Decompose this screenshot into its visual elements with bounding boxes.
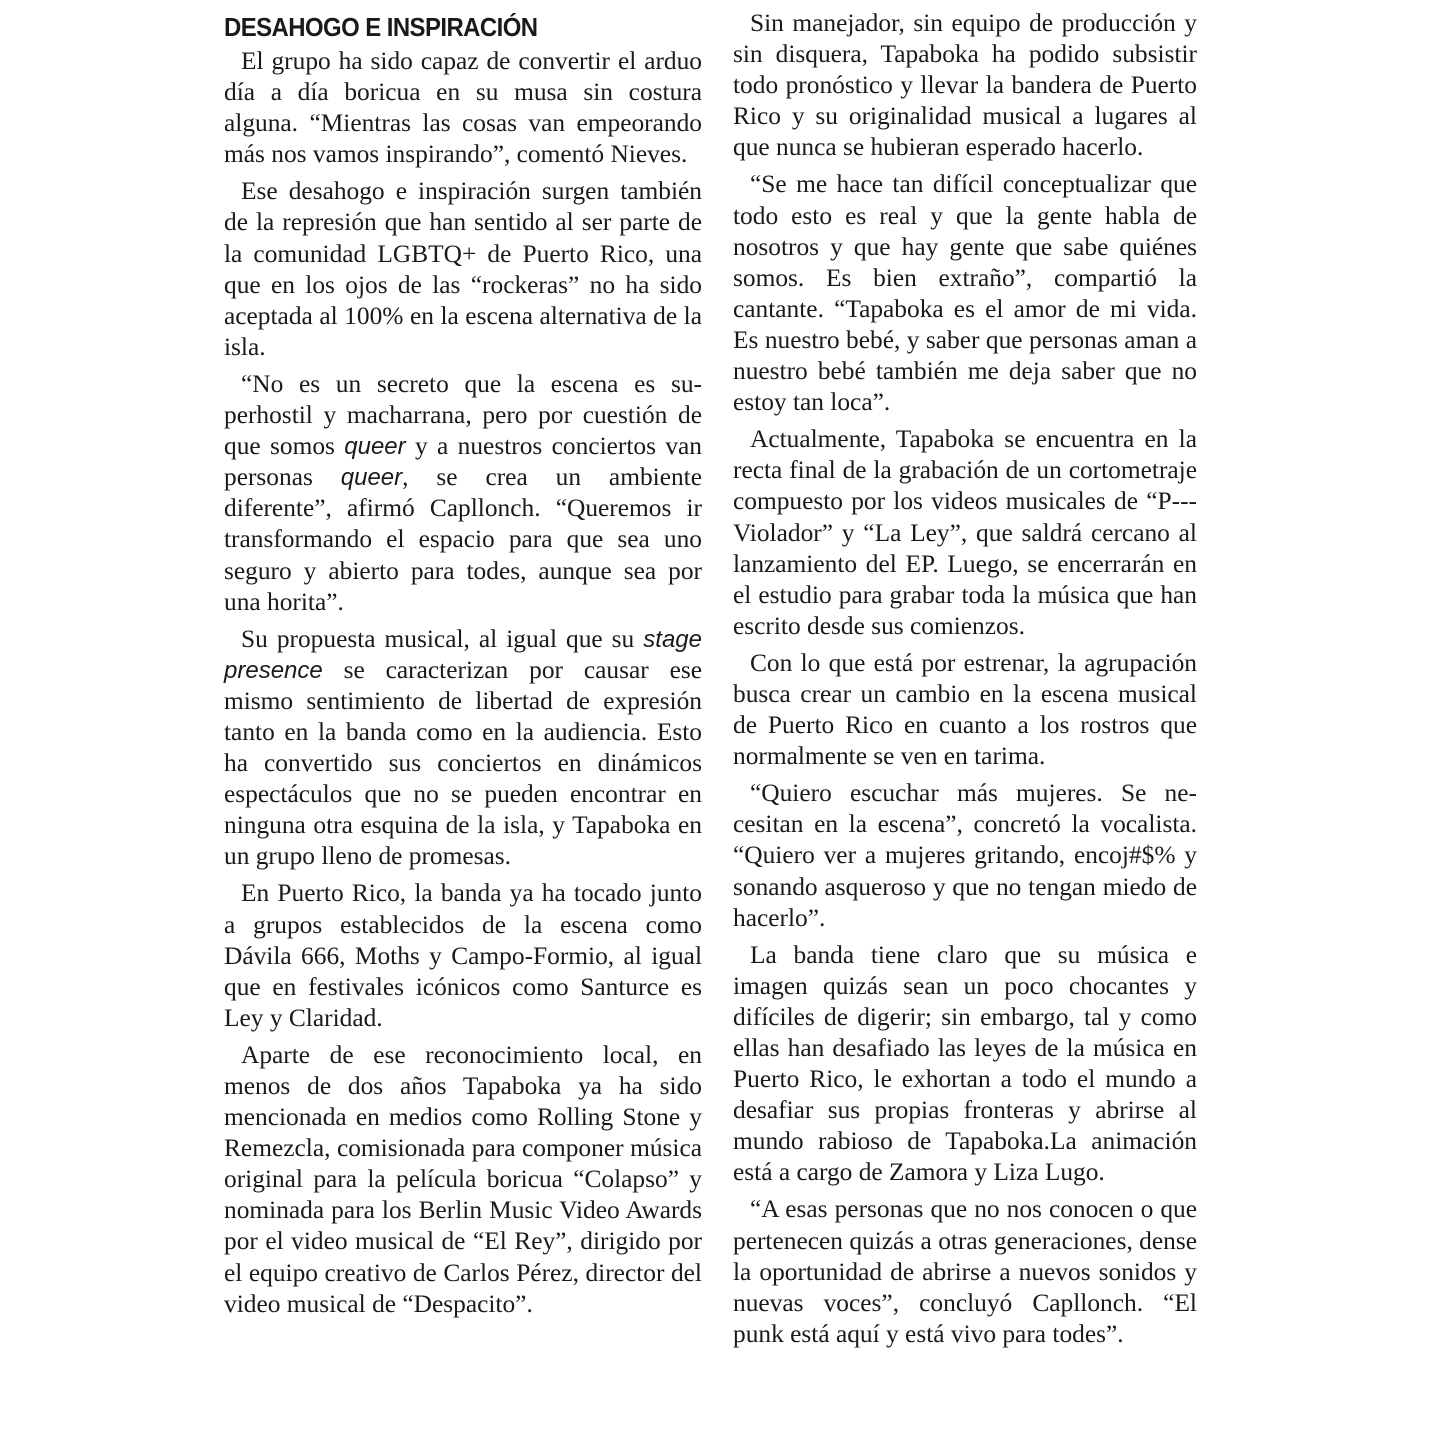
text-run: Con lo que está por estrenar, la agrupación busca crear un cambio en la escena musical de Puerto Rico en cuanto a los rostros que normalmente se ven en tarima. [733,648,1197,771]
right-paragraphs [733,8,1197,1350]
paragraph-p13 [733,1194,1197,1349]
paragraph-p3 [224,369,702,618]
text-run: La banda tiene claro que su música e imagen quizás sean un poco chocantes y difíciles de digerir; sin embargo, tal y como ellas han desafiado las leyes de la música en Puerto Rico, le exhortan a todo el mundo a desafiar sus propias fronteras y abrirse al mundo rabioso de Tapaboka.La animación está a cargo de Zamora y Liza Lugo. [733,940,1197,1187]
text-run: “No es un secreto que la escena es superhostil y macharrana, pero por cuestión de que somos [224,369,702,461]
article-column-right [733,8,1197,1356]
paragraph-p6 [224,1040,702,1320]
text-run: El grupo ha sido capaz de convertir el arduo día a día boricua en su musa sin costura alguna. “Mientras las cosas van empeorando más nos vamos inspirando”, comentó Nieves. [224,47,702,169]
article-column-left [224,8,702,1326]
italic-term: queer [340,464,403,492]
text-run: se caracterizan por causar ese mismo sentimiento de libertad de expresión tanto en la banda como en la audiencia. Esto ha convertido sus conciertos en dinámicos espectáculos que no se pueden encontrar en ninguna otra esquina de la isla, y Tapaboka en un grupo lleno de promesas. [224,655,702,871]
text-run: “Se me hace tan difícil conceptualizar que todo esto es real y que la gente habla de nosotros y que hay gente que sabe quiénes somos. Es bien extraño”, compartió la cantante. “Tapaboka es el amor de mi vida. Es nuestro bebé, y saber que personas aman a nuestro bebé también me deja saber que no estoy tan loca”. [733,170,1197,417]
paragraph-p1 [224,46,702,170]
left-paragraphs [224,46,702,1320]
paragraph-p8 [733,169,1197,418]
paragraph-p9 [733,424,1197,642]
text-run: “Quiero escuchar más mujeres. Se necesitan en la escena”, concretó la vocalista. “Quiero ver a mujeres gritando, encoj#$% y sonando asqueroso y que no tengan miedo de hacerlo”. [733,779,1197,932]
italic-term: stage presence [224,625,702,684]
text-run: Ese desahogo e inspiración surgen también de la represión que han sentido al ser parte de la comunidad LGBTQ+ de Puerto Rico, una que en los ojos de las “rockeras” no ha sido aceptada al 100% en la escena alternativa de la isla. [224,177,702,361]
text-run: En Puerto Rico, la banda ya ha tocado junto a grupos establecidos de la escena como Dávila 666, Moths y Campo-Formio, al igual que en festivales icónicos como Santurce es Ley y Claridad. [224,879,702,1032]
paragraph-p7 [733,8,1197,163]
text-run: y a nuestros conciertos van personas [224,432,702,492]
text-run: Su propuesta musical, al igual que su [241,624,644,653]
paragraph-p10 [733,648,1197,772]
paragraph-p4 [224,624,702,873]
text-run: Actualmente, Tapaboka se encuentra en la recta final de la grabación de un cortometraje compuesto por los videos musicales de “P--- Violador” y “La Ley”, que saldrá cercano al lanzamiento del EP. Luego, se encerrarán en el estudio para grabar toda la música que han escrito desde sus comienzos. [733,425,1197,640]
text-run: Sin manejador, sin equipo de producción y sin disquera, Tapaboka ha podido subsistir todo pronóstico y llevar la bandera de Puerto Rico y su originalidad musical a lugares al que nunca se hubieran esperado hacerlo. [733,9,1197,162]
text-run: , se crea un ambiente diferente”, afirmó Capllonch. “Queremos ir transformando el espacio para que sea uno seguro y abierto para todes, aunque sea por una horita”. [224,463,702,616]
paragraph-p11 [733,778,1197,933]
paragraph-p2 [224,176,702,363]
paragraph-p5 [224,878,702,1033]
text-run: Aparte de ese reconocimiento local, en menos de dos años Tapaboka ya ha sido mencionada en medios como Rolling Stone y Remezcla, comisionada para componer música original para la película boricua “Colapso” y nominada para los Berlin Music Video Awards por el video musical de “El Rey”, dirigido por el equipo creativo de Carlos Pérez, director del video musical de “Despacito”. [224,1040,702,1318]
italic-term: queer [344,433,406,461]
text-run: “A esas personas que no nos conocen o que pertenecen quizás a otras generaciones, dense la oportunidad de abrirse a nuevos sonidos y nuevas voces”, concluyó Capllonch. “El punk está aquí y está vivo para todes”. [733,1195,1197,1348]
paragraph-p12 [733,940,1197,1189]
section-heading: DESAHOGO E INSPIRACIÓN [224,12,538,42]
